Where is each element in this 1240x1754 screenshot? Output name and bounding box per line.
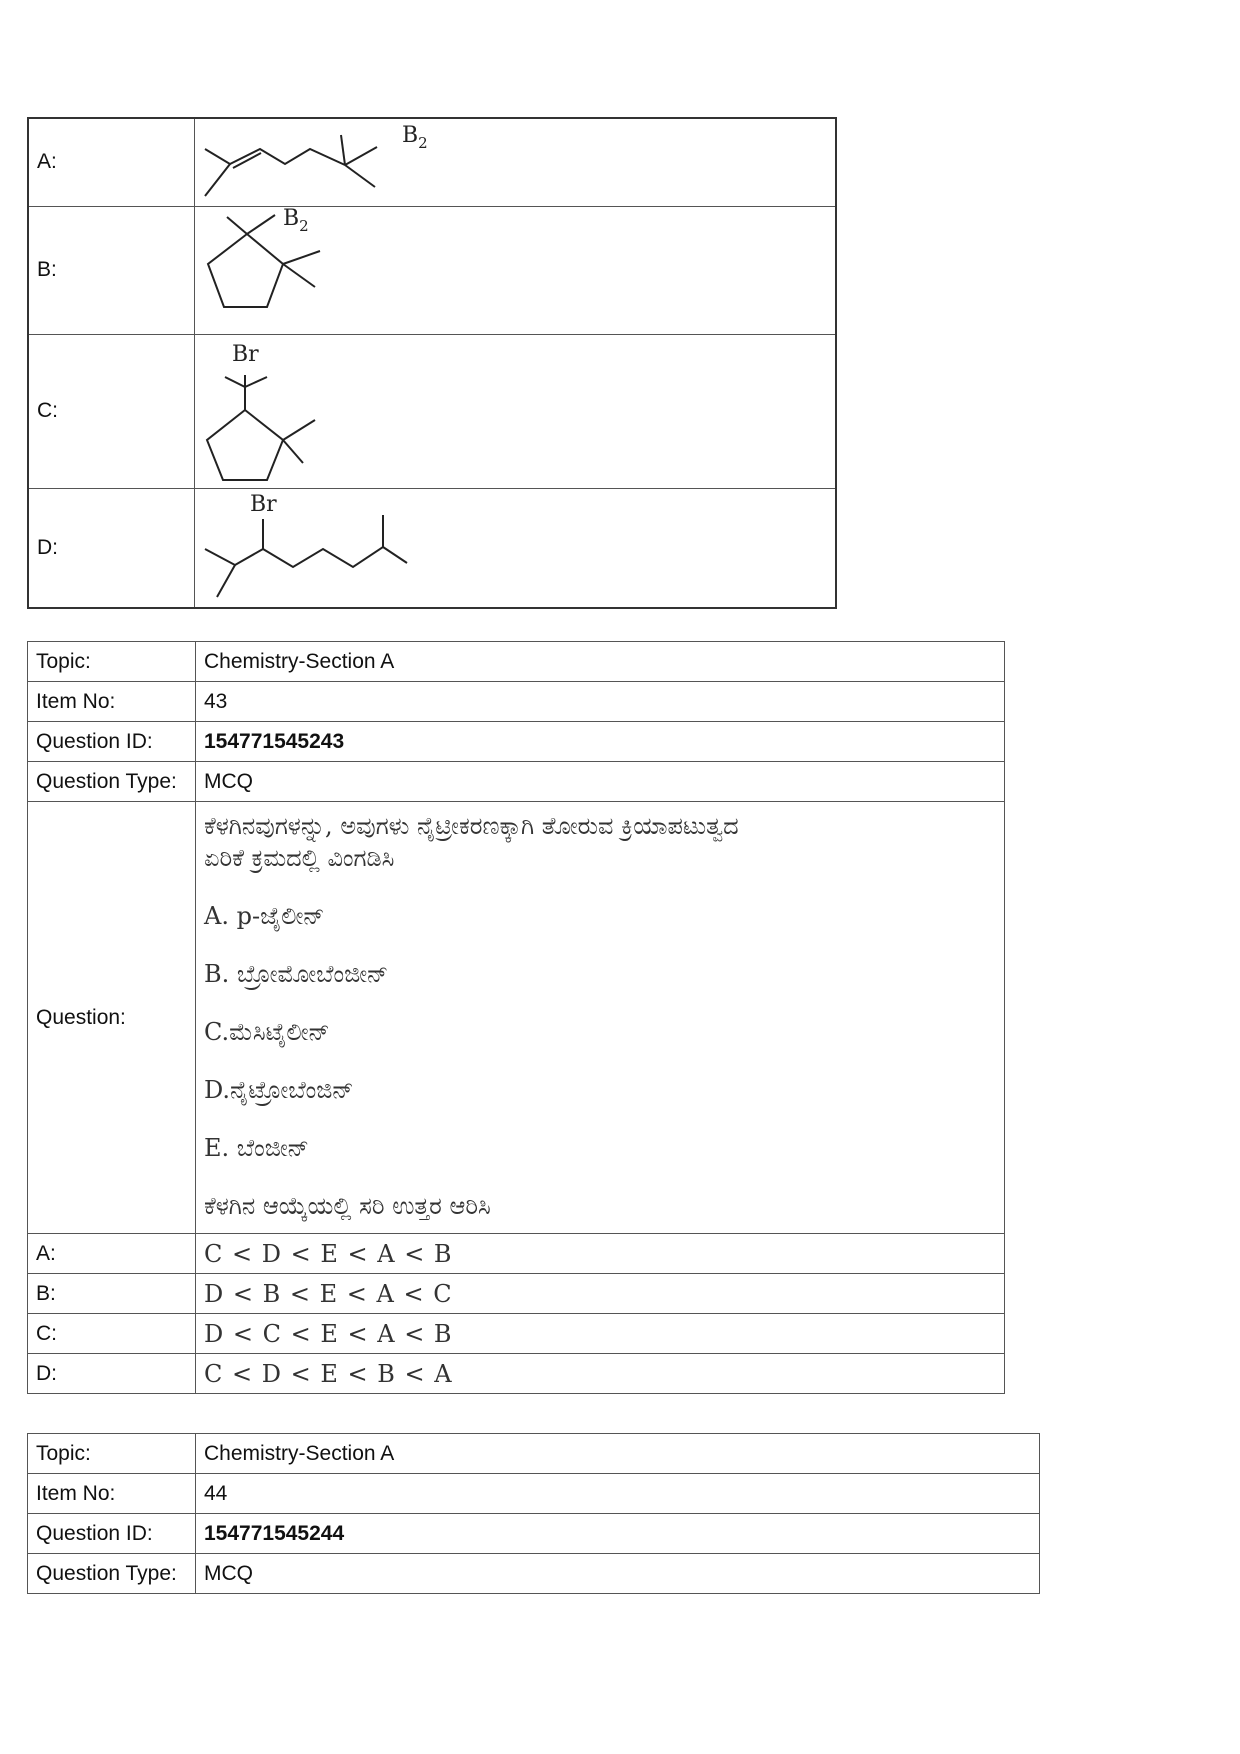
question-label: Question:: [28, 802, 196, 1234]
answer-option-label: A:: [28, 1234, 196, 1274]
answer-option-label: B:: [28, 1274, 196, 1314]
question-type-label: Question Type:: [28, 762, 196, 802]
question-item: A. p-ಜೈಲೀನ್: [204, 901, 325, 930]
structure-options-table: [27, 117, 837, 609]
question-44-table: [27, 1433, 1040, 1594]
question-type-value: MCQ: [196, 1554, 1040, 1594]
question-row: [28, 802, 1005, 1234]
structure-c-image: [195, 334, 837, 488]
question-item: C.ಮೆಸಿಟೈಲೀನ್: [204, 1017, 330, 1046]
question-item: E. ಬೆಂಜೀನ್: [204, 1133, 309, 1162]
item-value: 44: [196, 1474, 1040, 1514]
item-label: Item No:: [28, 682, 196, 722]
question-43-table: [27, 641, 1005, 1394]
option-label: B:: [28, 206, 195, 334]
question-id-value: 154771545243: [196, 722, 1005, 762]
question-instruction: ಕೆಳಗಿನ ಆಯ್ಕೆಯಲ್ಲಿ ಸರಿ ಉತ್ತರ ಆರಿಸಿ: [204, 1191, 491, 1220]
substituent-label: Br: [232, 342, 259, 367]
option-label: A:: [28, 118, 195, 206]
answer-option-value: C < D < E < B < A: [196, 1354, 1005, 1394]
molecule-b-drawing: [195, 207, 835, 333]
topic-value: Chemistry-Section A: [196, 1434, 1040, 1474]
option-label: C:: [28, 334, 195, 488]
answer-option-value: D < B < E < A < C: [196, 1274, 1005, 1314]
answer-option-value: D < C < E < A < B: [196, 1314, 1005, 1354]
question-id-label: Question ID:: [28, 1514, 196, 1554]
answer-option-value: C < D < E < A < B: [196, 1234, 1005, 1274]
question-id-value: 154771545244: [196, 1514, 1040, 1554]
topic-value: Chemistry-Section A: [196, 642, 1005, 682]
substituent-label: $B_2$: [283, 207, 309, 235]
question-id-row: [28, 1514, 1040, 1554]
structure-option-row: [28, 334, 836, 488]
answer-option-row: [28, 1234, 1005, 1274]
answer-option-row: [28, 1274, 1005, 1314]
molecule-a-drawing: [195, 119, 835, 205]
structure-b-image: [195, 206, 837, 334]
question-item: D.ನೈಟ್ರೋಬೆಂಜಿನ್: [204, 1075, 354, 1104]
substituent-label: Br: [250, 491, 277, 517]
question-id-row: [28, 722, 1005, 762]
item-row: [28, 1474, 1040, 1514]
structure-option-row: [28, 488, 836, 608]
molecule-c-drawing: [195, 335, 835, 487]
question-line: ಕೆಳಗಿನವುಗಳನ್ನು, ಅವುಗಳು ನೈಟ್ರೀಕರಣಕ್ಕಾಗಿ ತೋರುವ ಕ್ರಿಯಾಪಟುತ್ವದ: [204, 811, 739, 840]
topic-row: [28, 642, 1005, 682]
topic-label: Topic:: [28, 642, 196, 682]
topic-row: [28, 1434, 1040, 1474]
answer-option-label: D:: [28, 1354, 196, 1394]
structure-option-row: [28, 206, 836, 334]
structure-d-image: [195, 488, 837, 608]
question-type-label: Question Type:: [28, 1554, 196, 1594]
question-body: [196, 802, 1005, 1234]
topic-label: Topic:: [28, 1434, 196, 1474]
option-label: D:: [28, 488, 195, 608]
question-type-row: [28, 762, 1005, 802]
answer-option-row: [28, 1314, 1005, 1354]
structure-option-row: [28, 118, 836, 206]
item-label: Item No:: [28, 1474, 196, 1514]
item-value: 43: [196, 682, 1005, 722]
item-row: [28, 682, 1005, 722]
question-line: ಏರಿಕೆ ಕ್ರಮದಲ್ಲಿ ವಿಂಗಡಿಸಿ: [204, 843, 395, 872]
structure-a-image: [195, 118, 837, 206]
substituent-label: $B_2$: [402, 123, 428, 153]
answer-option-label: C:: [28, 1314, 196, 1354]
question-type-value: MCQ: [196, 762, 1005, 802]
question-item: B. ಬ್ರೋಮೋಬೆಂಜೀನ್: [204, 959, 389, 988]
molecule-d-drawing: [195, 489, 835, 607]
question-id-label: Question ID:: [28, 722, 196, 762]
question-type-row: [28, 1554, 1040, 1594]
answer-option-row: [28, 1354, 1005, 1394]
